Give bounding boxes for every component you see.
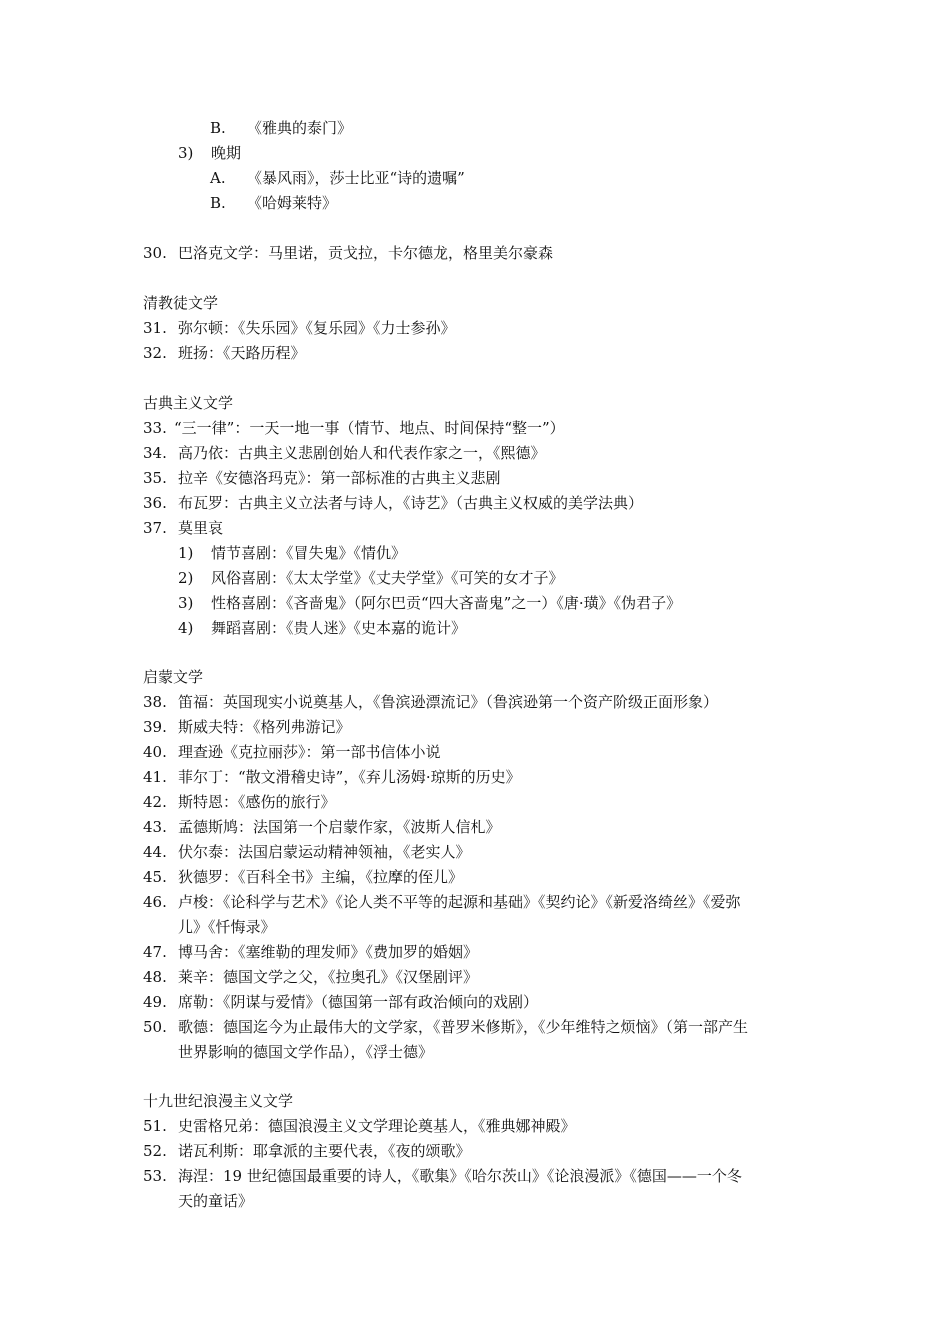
item-text: 卢梭：《论科学与艺术》《论人类不平等的起源和基础》《契约论》《新爱洛绮丝》《爱弥 <box>178 893 741 911</box>
item-number: 30. <box>143 244 167 262</box>
item-text: 高乃依：古典主义悲剧创始人和代表作家之一，《熙德》 <box>178 444 546 462</box>
item-text: 天的童话》 <box>178 1192 254 1210</box>
item-number: 31. <box>143 319 167 337</box>
item-number: 45. <box>143 868 167 886</box>
item-text: 《暴风雨》，莎士比亚“诗的遗嘱” <box>247 169 465 187</box>
item-text: 斯特恩：《感伤的旅行》 <box>178 793 336 811</box>
item-number: 50. <box>143 1018 167 1036</box>
item-number: 4) <box>178 619 194 637</box>
item-number: 40. <box>143 743 167 761</box>
item-number: 2) <box>178 569 194 587</box>
item-number: 49. <box>143 993 167 1011</box>
item-text: 理查逊《克拉丽莎》：第一部书信体小说 <box>178 743 441 761</box>
item-text: 莱辛：德国文学之父，《拉奥孔》《汉堡剧评》 <box>178 968 479 986</box>
item-number: 36. <box>143 494 167 512</box>
item-text: 伏尔泰：法国启蒙运动精神领袖，《老实人》 <box>178 843 471 861</box>
item-text: 《雅典的泰门》 <box>247 119 353 137</box>
item-text: 班扬：《天路历程》 <box>178 344 306 362</box>
item-text: 晚期 <box>211 144 242 162</box>
item-number: 46. <box>143 893 167 911</box>
item-text: 海涅：19 世纪德国最重要的诗人，《歌集》《哈尔茨山》《论浪漫派》《德国——一个冬 <box>178 1167 742 1185</box>
item-text: 斯威夫特：《格列弗游记》 <box>178 718 351 736</box>
item-text: 孟德斯鸠：法国第一个启蒙作家，《波斯人信札》 <box>178 818 501 836</box>
item-number: 35. <box>143 469 167 487</box>
item-text: 席勒：《阴谋与爱情》（德国第一部有政治倾向的戏剧） <box>178 993 539 1011</box>
item-text: 性格喜剧：《吝啬鬼》（阿尔巴贡“四大吝啬鬼”之一）《唐·璜》《伪君子》 <box>211 594 682 612</box>
item-number: 39. <box>143 718 167 736</box>
document-page: B. 《雅典的泰门》 3) 晚期 A. 《暴风雨》，莎士比亚“诗的遗嘱” B. 《哈姆莱特》 30. 巴洛克文学：马里诺，贡戈拉，卡尔德龙，格里美尔豪森 清教徒文学 31. 弥尔顿：《失乐园》《复乐园》《力士参孙》 32. 班扬：《天路历程》 古典主义文学 33. “三一律”：一天一地一事（情节、地点、时间保持“整一”） 34. 高乃依：古典主义悲剧创始人和代表作家之一，《熙德》 35. 拉辛《安德洛玛克》：第一部标准的古典主义悲剧 36. 布瓦罗：古典主义立法者与诗人，《诗艺》（古典主义权威的美学法典） 37. 莫里哀 1) 情节喜剧：《冒失鬼》《情仇》 2) 风俗喜剧：《太太学堂》《丈夫学堂》《可笑的女才子》 3) 性格喜剧：《吝啬鬼》（阿尔巴贡“四大吝啬鬼”之一）《唐·璜》《伪君子》 4) 舞蹈喜剧：《贵人迷》《史本嘉的诡计》 启蒙文学 38. 笛福：英国现实小说奠基人，《鲁滨逊漂流记》（鲁滨逊第一个资产阶级正面形象） 39. 斯威夫特：《格列弗游记》 40. 理查逊《克拉丽莎》：第一部书信体小说 41. 菲尔丁：“散文滑稽史诗”，《弃儿汤姆·琼斯的历史》 42. 斯特恩：《感伤的旅行》 43. 孟德斯鸠：法国第一个启蒙作家，《波斯人信札》 44. 伏尔泰：法国启蒙运动精神领袖，《老实人》 45. 狄德罗：《百科全书》主编，《拉摩的侄儿》 46. 卢梭：《论科学与艺术》《论人类不平等的起源和基础》《契约论》《新爱洛绮丝》《爱弥 儿》《忏悔录》 47. 博马舍：《塞维勒的理发师》《费加罗的婚姻》 48. 莱辛：德国文学之父，《拉奥孔》《汉堡剧评》 49. 席勒：《阴谋与爱情》（德国第一部有政治倾向的戏剧） 50. 歌德：德国迄今为止最伟大的文学家，《普罗米修斯》，《少年维特之烦恼》（第一部产生 世界影响的德国文学作品），《浮士德》 十九世纪浪漫主义文学 51. 史雷格兄弟：德国浪漫主义文学理论奠基人，《雅典娜神殿》 52. 诺瓦利斯：耶拿派的主要代表，《夜的颂歌》 53. 海涅：19 世纪德国最重要的诗人，《歌集》《哈尔茨山》《论浪漫派》《德国——一个冬 天的童话》 <box>0 0 950 1344</box>
item-number: 41. <box>143 768 167 786</box>
item-number: B. <box>210 194 226 212</box>
item-number: 43. <box>143 818 167 836</box>
item-number: 1) <box>178 544 194 562</box>
item-number: 53. <box>143 1167 167 1185</box>
item-number: 52. <box>143 1142 167 1160</box>
item-text: 《哈姆莱特》 <box>247 194 338 212</box>
item-text: 拉辛《安德洛玛克》：第一部标准的古典主义悲剧 <box>178 469 501 487</box>
item-text: 情节喜剧：《冒失鬼》《情仇》 <box>211 544 407 562</box>
item-number: 3) <box>178 144 194 162</box>
item-text: 舞蹈喜剧：《贵人迷》《史本嘉的诡计》 <box>211 619 467 637</box>
item-number: 33. <box>143 419 167 437</box>
item-text: 诺瓦利斯：耶拿派的主要代表，《夜的颂歌》 <box>178 1142 471 1160</box>
item-text: 巴洛克文学：马里诺，贡戈拉，卡尔德龙，格里美尔豪森 <box>178 244 554 262</box>
item-number: 3) <box>178 594 194 612</box>
item-text: 莫里哀 <box>178 519 224 537</box>
item-number: 38. <box>143 693 167 711</box>
item-text: 风俗喜剧：《太太学堂》《丈夫学堂》《可笑的女才子》 <box>211 569 564 587</box>
item-number: 37. <box>143 519 167 537</box>
item-text: “三一律”：一天一地一事（情节、地点、时间保持“整一”） <box>174 419 565 437</box>
item-text: 歌德：德国迄今为止最伟大的文学家，《普罗米修斯》，《少年维特之烦恼》（第一部产生 <box>178 1018 749 1036</box>
item-number: 48. <box>143 968 167 986</box>
item-text: 儿》《忏悔录》 <box>178 918 276 936</box>
item-text: 布瓦罗：古典主义立法者与诗人，《诗艺》（古典主义权威的美学法典） <box>178 494 644 512</box>
item-text: 笛福：英国现实小说奠基人，《鲁滨逊漂流记》（鲁滨逊第一个资产阶级正面形象） <box>178 693 719 711</box>
item-number: B. <box>210 119 226 137</box>
item-text: 世界影响的德国文学作品），《浮士德》 <box>178 1043 434 1061</box>
item-text: 弥尔顿：《失乐园》《复乐园》《力士参孙》 <box>178 319 456 337</box>
item-text: 菲尔丁：“散文滑稽史诗”，《弃儿汤姆·琼斯的历史》 <box>178 768 521 786</box>
item-number: A. <box>210 169 226 187</box>
item-number: 34. <box>143 444 167 462</box>
item-number: 32. <box>143 344 167 362</box>
item-number: 44. <box>143 843 167 861</box>
item-text: 博马舍：《塞维勒的理发师》《费加罗的婚姻》 <box>178 943 479 961</box>
item-number: 51. <box>143 1117 167 1135</box>
item-text: 狄德罗：《百科全书》主编，《拉摩的侄儿》 <box>178 868 464 886</box>
item-text: 史雷格兄弟：德国浪漫主义文学理论奠基人，《雅典娜神殿》 <box>178 1117 576 1135</box>
item-number: 42. <box>143 793 167 811</box>
item-number: 47. <box>143 943 167 961</box>
